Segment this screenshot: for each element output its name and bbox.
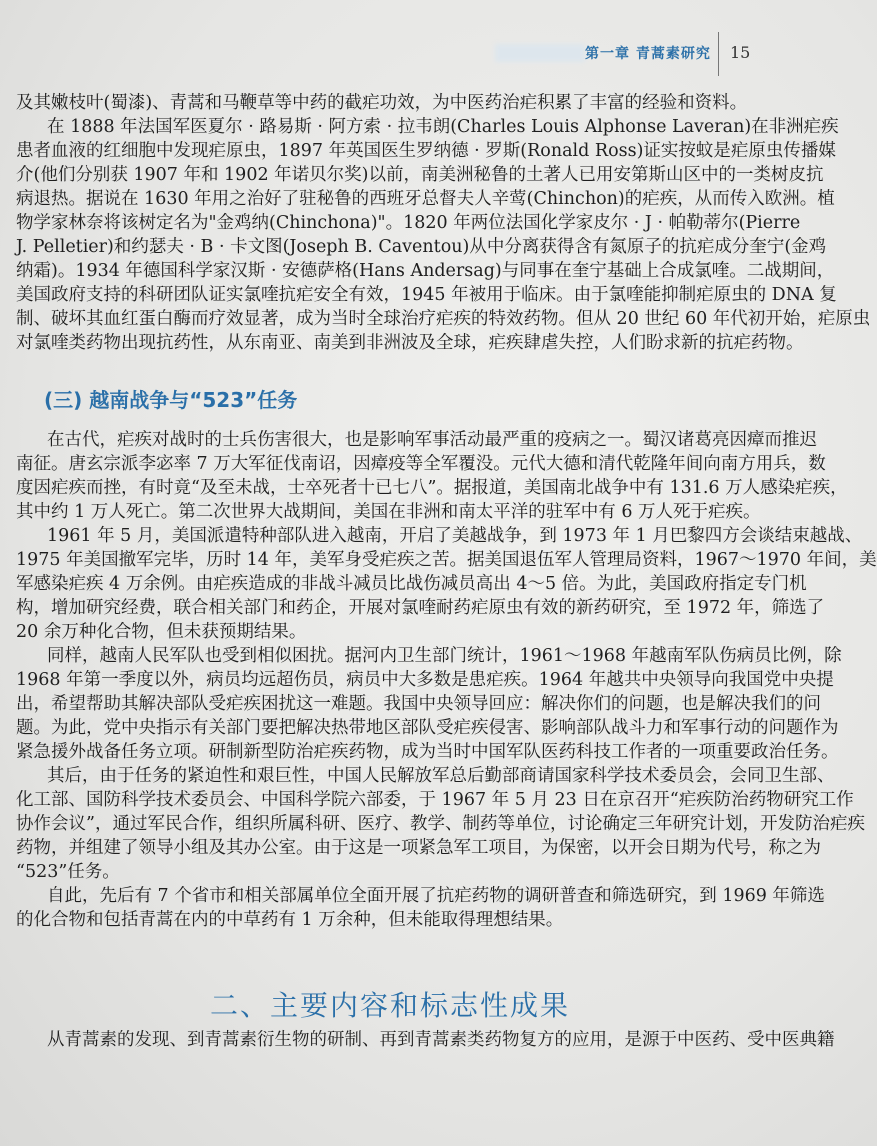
text-line: 对氯喹类药物出现抗药性，从东南亚、南美到非洲波及全球，疟疾肆虐失控，人们盼求新的抗疟药物。 bbox=[16, 333, 804, 353]
text-line: 1968 年第一季度以外，病员均远超伤员，病员中大多数是患疟疾。1964 年越共中央领导向我国党中央提 bbox=[16, 670, 834, 690]
section-heading-vietnam-war: (三) 越南战争与“523”任务 bbox=[44, 388, 298, 412]
page-number: 15 bbox=[730, 43, 751, 62]
text-line: 自此，先后有 7 个省市和相关部属单位全面开展了抗疟药物的调研普查和筛选研究，到 1969 年筛选 bbox=[47, 886, 825, 906]
text-line: 物学家林奈将该树定名为"金鸡纳(Chinchona)"。1820 年两位法国化学家皮尔 · J · 帕勒蒂尔(Pierre bbox=[16, 213, 801, 233]
text-line: 紧急援外战备任务立项。研制新型防治疟疾药物，成为当时中国军队医药科技工作者的一项重要政治任务。 bbox=[16, 742, 839, 762]
text-line: 从青蒿素的发现、到青蒿素衍生物的研制、再到青蒿素类药物复方的应用，是源于中医药、受中医典籍 bbox=[47, 1030, 835, 1050]
text-line: 出，希望帮助其解决部队受疟疾困扰这一难题。我国中央领导回应：解决你们的问题，也是解决我们的问 bbox=[16, 694, 821, 714]
text-line: 的化合物和包括青蒿在内的中草药有 1 万余种，但未能取得理想结果。 bbox=[16, 910, 564, 930]
text-line: 病退热。据说在 1630 年用之治好了驻秘鲁的西班牙总督夫人辛莺(Chinchon)的疟疾，从而传入欧洲。植 bbox=[16, 189, 835, 209]
text-line: 介(他们分别获 1907 年和 1902 年诺贝尔奖)以前，南美洲秘鲁的土著人已用安第斯山区中的一类树皮抗 bbox=[16, 165, 824, 185]
text-line: 药物，并组建了领导小组及其办公室。由于这是一项紧急军工项目，为保密，以开会日期为代号，称之为 bbox=[16, 838, 821, 858]
text-line: 军感染疟疾 4 万余例。由疟疾造成的非战斗减员比战伤减员高出 4～5 倍。为此，美国政府指定专门机 bbox=[16, 574, 807, 594]
text-line: 1961 年 5 月，美国派遣特种部队进入越南，开启了美越战争，到 1973 年 1 月巴黎四方会谈结束越战、 bbox=[47, 526, 863, 546]
text-line: 美国政府支持的科研团队证实氯喹抗疟安全有效，1945 年被用于临床。由于氯喹能抑制疟原虫的 DNA 复 bbox=[16, 285, 837, 305]
header-decoration bbox=[495, 44, 585, 62]
text-line: “523”任务。 bbox=[16, 862, 120, 882]
text-line: 制、破坏其血红蛋白酶而疗效显著，成为当时全球治疗疟疾的特效药物。但从 20 世纪 60 年代初开始，疟原虫 bbox=[16, 309, 871, 329]
header-divider bbox=[718, 32, 719, 76]
text-line: 患者血液的红细胞中发现疟原虫，1897 年英国医生罗纳德 · 罗斯(Ronald Ross)证实按蚊是疟原虫传播媒 bbox=[16, 141, 836, 161]
heading-text: 二、主要内容和标志性成果 bbox=[209, 989, 570, 1022]
text-line: 其后，由于任务的紧迫性和艰巨性，中国人民解放军总后勤部商请国家科学技术委员会，会同卫生部、 bbox=[47, 766, 835, 786]
text-line: 1975 年美国撤军完毕，历时 14 年，美军身受疟疾之苦。据美国退伍军人管理局资料，1967～1970 年间，美 bbox=[16, 550, 877, 570]
text-line: 其中约 1 万人死亡。第二次世界大战期间，美国在非洲和南太平洋的驻军中有 6 万人死于疟疾。 bbox=[16, 502, 761, 522]
running-header-chapter: 第一章 青蒿素研究 bbox=[585, 46, 711, 62]
text-line: 协作会议”，通过军民合作，组织所属科研、医疗、教学、制药等单位，讨论确定三年研究计划，开发防治疟疾 bbox=[16, 814, 865, 834]
text-line: 南征。唐玄宗派李宓率 7 万大军征伐南诏，因瘴疫等全军覆没。元代大德和清代乾隆年间向南方用兵，数 bbox=[16, 454, 826, 474]
text-line: 及其嫩枝叶(蜀漆)、青蒿和马鞭草等中药的截疟功效，为中医药治疟积累了丰富的经验和资料。 bbox=[16, 93, 748, 113]
text-line: 度因疟疾而挫，有时竟“及至未战，士卒死者十已七八”。据报道，美国南北战争中有 131.6 万人感染疟疾， bbox=[16, 478, 848, 498]
text-line: 构，增加研究经费，联合相关部门和药企，开展对氯喹耐药疟原虫有效的新药研究，至 1972 年，筛选了 bbox=[16, 598, 825, 618]
text-line: 同样，越南人民军队也受到相似困扰。据河内卫生部门统计，1961～1968 年越南军队伤病员比例，除 bbox=[47, 646, 842, 666]
text-line: 在古代，疟疾对战时的士兵伤害很大，也是影响军事活动最严重的疫病之一。蜀汉诸葛亮因瘴而推迟 bbox=[47, 430, 817, 450]
text-line: 化工部、国防科学技术委员会、中国科学院六部委，于 1967 年 5 月 23 日在京召开“疟疾防治药物研究工作 bbox=[16, 790, 854, 810]
text-line: J. Pelletier)和约瑟夫 · B · 卡文图(Joseph B. Caventou)从中分离获得含有氮原子的抗疟成分奎宁(金鸡 bbox=[16, 237, 827, 257]
chapter-section-heading bbox=[0, 984, 790, 1024]
text-line: 在 1888 年法国军医夏尔 · 路易斯 · 阿方索 · 拉韦朗(Charles Louis Alphonse Laveran)在非洲疟疾 bbox=[47, 117, 839, 137]
text-line: 20 余万种化合物，但未获预期结果。 bbox=[16, 622, 307, 642]
text-line: 纳霜)。1934 年德国科学家汉斯 · 安德萨格(Hans Andersag)与同事在奎宁基础上合成氯喹。二战期间， bbox=[16, 261, 835, 281]
text-line: 题。为此，党中央指示有关部门要把解决热带地区部队受疟疾侵害、影响部队战斗力和军事行动的问题作为 bbox=[16, 718, 839, 738]
